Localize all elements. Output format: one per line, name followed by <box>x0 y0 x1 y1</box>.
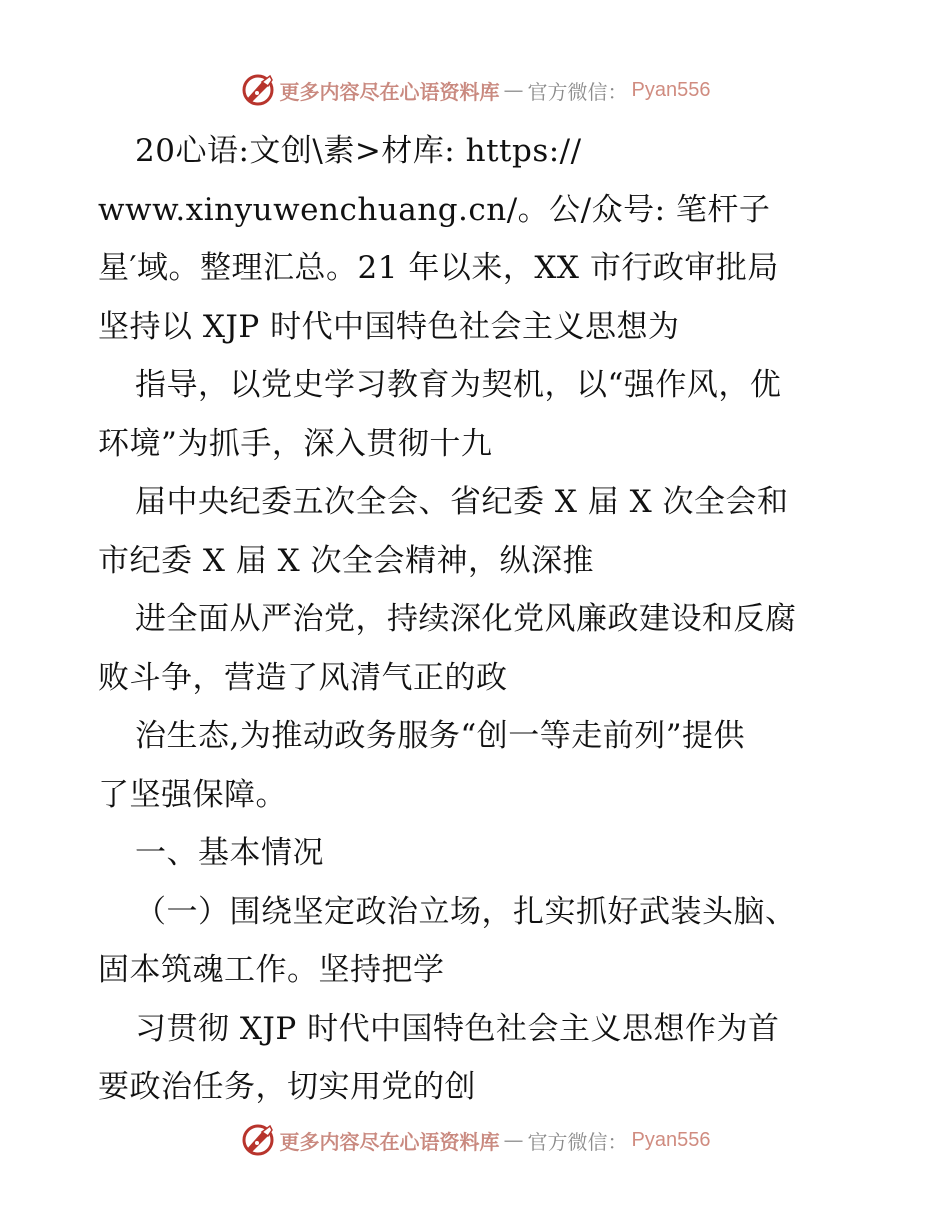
section-heading: 一、基本情况 <box>135 835 324 871</box>
text-line: 环境”为抓手，深入贯彻十九 <box>98 425 493 462</box>
text-line: （一）围绕坚定政治立场，扎实抓好武装头脑、 <box>135 893 797 930</box>
header-watermark-banner <box>0 70 950 110</box>
banner-wechat-id: Pyan556 <box>631 1128 711 1151</box>
text-line: 星′域。整理汇总。21 年以来，XX 市行政审批局 <box>98 250 779 286</box>
banner-official-label: 官方微信： <box>527 1129 628 1154</box>
text-line: 了坚强保障。 <box>98 776 287 813</box>
text-line: 要政治任务，切实用党的创 <box>98 1069 476 1105</box>
document-body <box>98 122 868 1117</box>
pen-nib-seal-icon <box>240 72 276 108</box>
text-line: 败斗争，营造了风清气正的政 <box>98 659 508 696</box>
banner-official-label: 官方微信： <box>527 79 628 104</box>
banner-dash: — <box>503 1128 524 1152</box>
banner-brand-text: 更多内容尽在心语资料库 <box>279 79 500 104</box>
text-line: www.xinyuwenchuang.cn/。公/众号: 笔杆子 <box>98 191 771 228</box>
banner-dash: — <box>503 78 524 102</box>
text-line: 治生态,为推动政务服务“创一等走前列”提供 <box>135 718 746 754</box>
text-line: 市纪委 X 届 X 次全会精神，纵深推 <box>98 542 595 579</box>
banner-wechat-id: Pyan556 <box>631 78 711 101</box>
header-banner-content <box>240 72 711 108</box>
text-line: 进全面从严治党，持续深化党风廉政建设和反腐 <box>135 601 797 637</box>
text-line: 20心语:文创\素>材库: https:// <box>135 133 582 169</box>
text-line: 届中央纪委五次全会、省纪委 X 届 X 次全会和 <box>135 484 789 520</box>
footer-banner-content <box>240 1122 711 1158</box>
pen-nib-seal-icon <box>240 1122 276 1158</box>
banner-brand-text: 更多内容尽在心语资料库 <box>279 1129 500 1154</box>
footer-watermark-banner <box>0 1120 950 1160</box>
text-line: 习贯彻 XJP 时代中国特色社会主义思想作为首 <box>135 1010 780 1047</box>
text-line: 固本筑魂工作。坚持把学 <box>98 952 445 988</box>
text-line: 坚持以 XJP 时代中国特色社会主义思想为 <box>98 308 680 345</box>
text-line: 指导，以党史学习教育为契机，以“强作风，优 <box>135 367 782 403</box>
